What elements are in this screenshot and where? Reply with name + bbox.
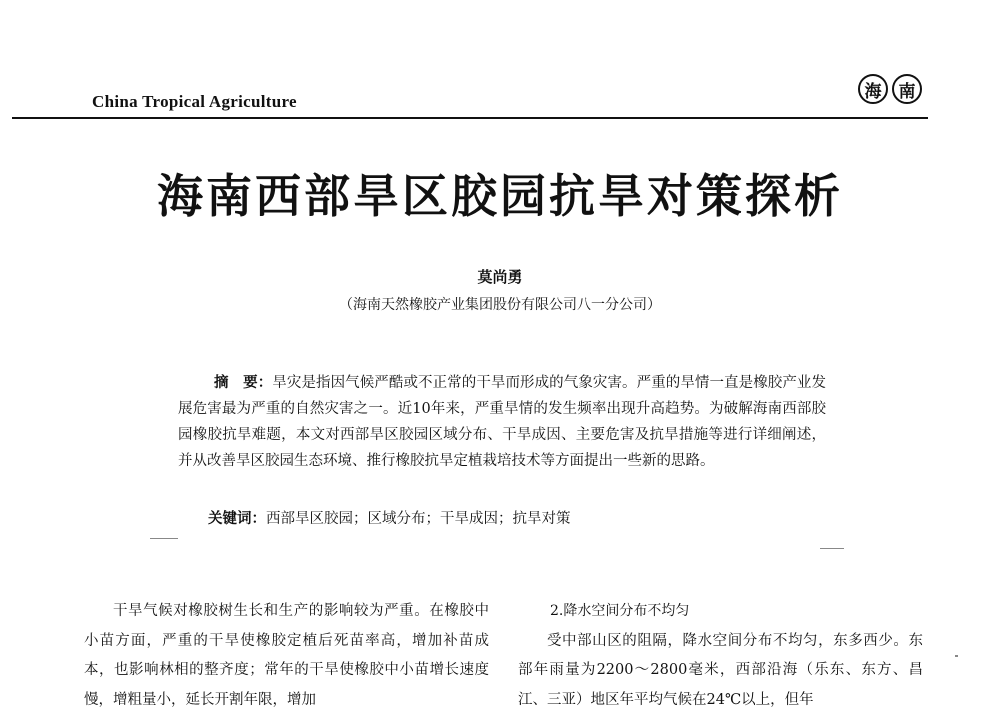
body-left-column: [84, 597, 489, 715]
scan-speck: [150, 538, 178, 539]
keywords-label: 关键词：: [208, 511, 266, 527]
keywords-text: 西部旱区胶园；区域分布；干旱成因；抗旱对策: [266, 511, 571, 527]
section-badge-hai: 海: [858, 74, 888, 104]
section-heading: 2.降水空间分布不均匀: [518, 597, 923, 627]
scan-speck: [955, 655, 958, 657]
keywords: [208, 507, 848, 528]
abstract-label: 摘 要：: [214, 375, 272, 391]
body-right-column: [518, 597, 923, 715]
author-name: 莫尚勇: [0, 266, 1000, 287]
section-badge-nan: 南: [892, 74, 922, 104]
body-paragraph: 受中部山区的阻隔，降水空间分布不均匀，东多西少。东部年雨量为2200～2800毫米，西部沿海（乐东、东方、昌江、三亚）地区年平均气候在24℃以上，但年: [518, 627, 923, 715]
journal-name: China Tropical Agriculture: [92, 92, 297, 112]
article-title: 海南西部旱区胶园抗旱对策探析: [0, 160, 1000, 226]
abstract-text: 旱灾是指因气候严酷或不正常的干旱而形成的气象灾害。严重的旱情一直是橡胶产业发展危害最为严重的自然灾害之一。近10年来，严重旱情的发生频率出现升高趋势。为破解海南西部胶园橡胶抗旱难题，本文对西部旱区胶园区域分布、干旱成因、主要危害及抗旱措施等进行详细阐述，并从改善旱区胶园生态环境、推行橡胶抗旱定植栽培技术等方面提出一些新的思路。: [178, 375, 826, 469]
abstract: [178, 370, 826, 474]
author-affiliation: （海南天然橡胶产业集团股份有限公司八一分公司）: [0, 294, 1000, 314]
header-rule: [12, 117, 928, 119]
scan-speck: [820, 548, 844, 549]
body-paragraph: 干旱气候对橡胶树生长和生产的影响较为严重。在橡胶中小苗方面，严重的干旱使橡胶定植后死苗率高，增加补苗成本，也影响林相的整齐度；常年的干旱使橡胶中小苗增长速度慢，增粗量小，延长开割年限，增加: [84, 597, 489, 715]
